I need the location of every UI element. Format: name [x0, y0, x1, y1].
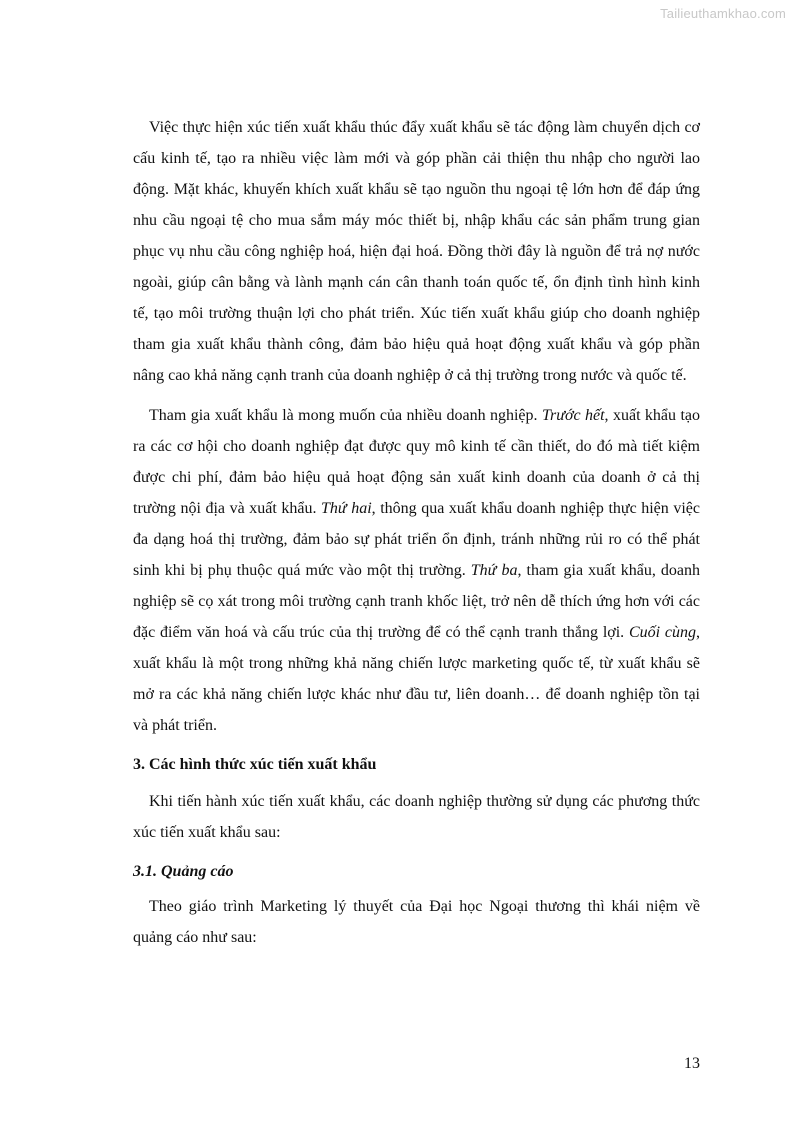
section-heading: 3. Các hình thức xúc tiến xuất khẩu — [133, 756, 377, 773]
text-segment: , thông qua xuất khẩu doanh nghiệp thực hiện việc đa dạng hoá thị trường, đảm bảo sự phát triển ổn định, tránh những rủi ro có thể phát sinh khi bị phụ thuộc quá mức vào một thị trường. — [133, 500, 700, 579]
emphasis-third: Thứ ba — [470, 562, 518, 579]
paragraph-export-promotion-impact: Việc thực hiện xúc tiến xuất khẩu thúc đẩy xuất khẩu sẽ tác động làm chuyển dịch cơ cấu kinh tế, tạo ra nhiều việc làm mới và góp phần cải thiện thu nhập cho người lao động. Mặt khác, khuyến khích xuất khẩu sẽ tạo nguồn thu ngoại tệ lớn hơn để đáp ứng nhu cầu ngoại tệ cho mua sắm máy móc thiết bị, nhập khẩu các sản phẩm trung gian phục vụ nhu cầu công nghiệp hoá, hiện đại hoá. Đồng thời đây là nguồn để trả nợ nước ngoài, giúp cân bằng và lành mạnh cán cân thanh toán quốc tế, ổn định tình hình kinh tế, tạo môi trường thuận lợi cho phát triển. Xúc tiến xuất khẩu giúp cho doanh nghiệp tham gia xuất khẩu thành công, đảm bảo hiệu quả hoạt động xuất khẩu và góp phần nâng cao khả năng cạnh tranh của doanh nghiệp ở cả thị trường trong nước và quốc tế. — [133, 119, 700, 384]
page-number: 13 — [684, 1055, 700, 1072]
emphasis-finally: Cuối cùng — [628, 624, 697, 641]
paragraph-advertising-definition: Theo giáo trình Marketing lý thuyết của Đại học Ngoại thương thì khái niệm về quảng cáo như sau: — [133, 898, 700, 946]
text-segment: , tham gia xuất khẩu, doanh nghiệp sẽ cọ xát trong môi trường cạnh tranh khốc liệt, trở nên dễ thích ứng hơn với các đặc điểm văn hoá và cấu trúc của thị trường để có thể cạnh tranh thắng lợi. — [133, 562, 701, 641]
watermark: Tailieuthamkhao.com — [660, 6, 786, 21]
subsection-heading: 3.1. Quảng cáo — [133, 863, 234, 880]
text-segment: , xuất khẩu là một trong những khả năng chiến lược marketing quốc tế, từ xuất khẩu sẽ mở ra các khả năng chiến lược khác như đầu tư, liên doanh… để doanh nghiệp tồn tại và phát triển. — [133, 624, 701, 734]
text-segment: , xuất khẩu tạo ra các cơ hội cho doanh nghiệp đạt được quy mô kinh tế cần thiết, do đó mà tiết kiệm được chi phí, đảm bảo hiệu quả hoạt động sản xuất kinh doanh của doanh ở cả thị trường nội địa và xuất khẩu. — [133, 407, 700, 517]
paragraph-promotion-methods: Khi tiến hành xúc tiến xuất khẩu, các doanh nghiệp thường sử dụng các phương thức xúc tiến xuất khẩu sau: — [133, 793, 700, 841]
text-segment: Tham gia xuất khẩu là mong muốn của nhiều doanh nghiệp. — [149, 407, 542, 424]
document-body — [133, 112, 700, 962]
emphasis-second: Thứ hai — [321, 500, 372, 517]
emphasis-first: Trước hết — [541, 407, 605, 424]
paragraph-export-benefits — [133, 400, 700, 741]
